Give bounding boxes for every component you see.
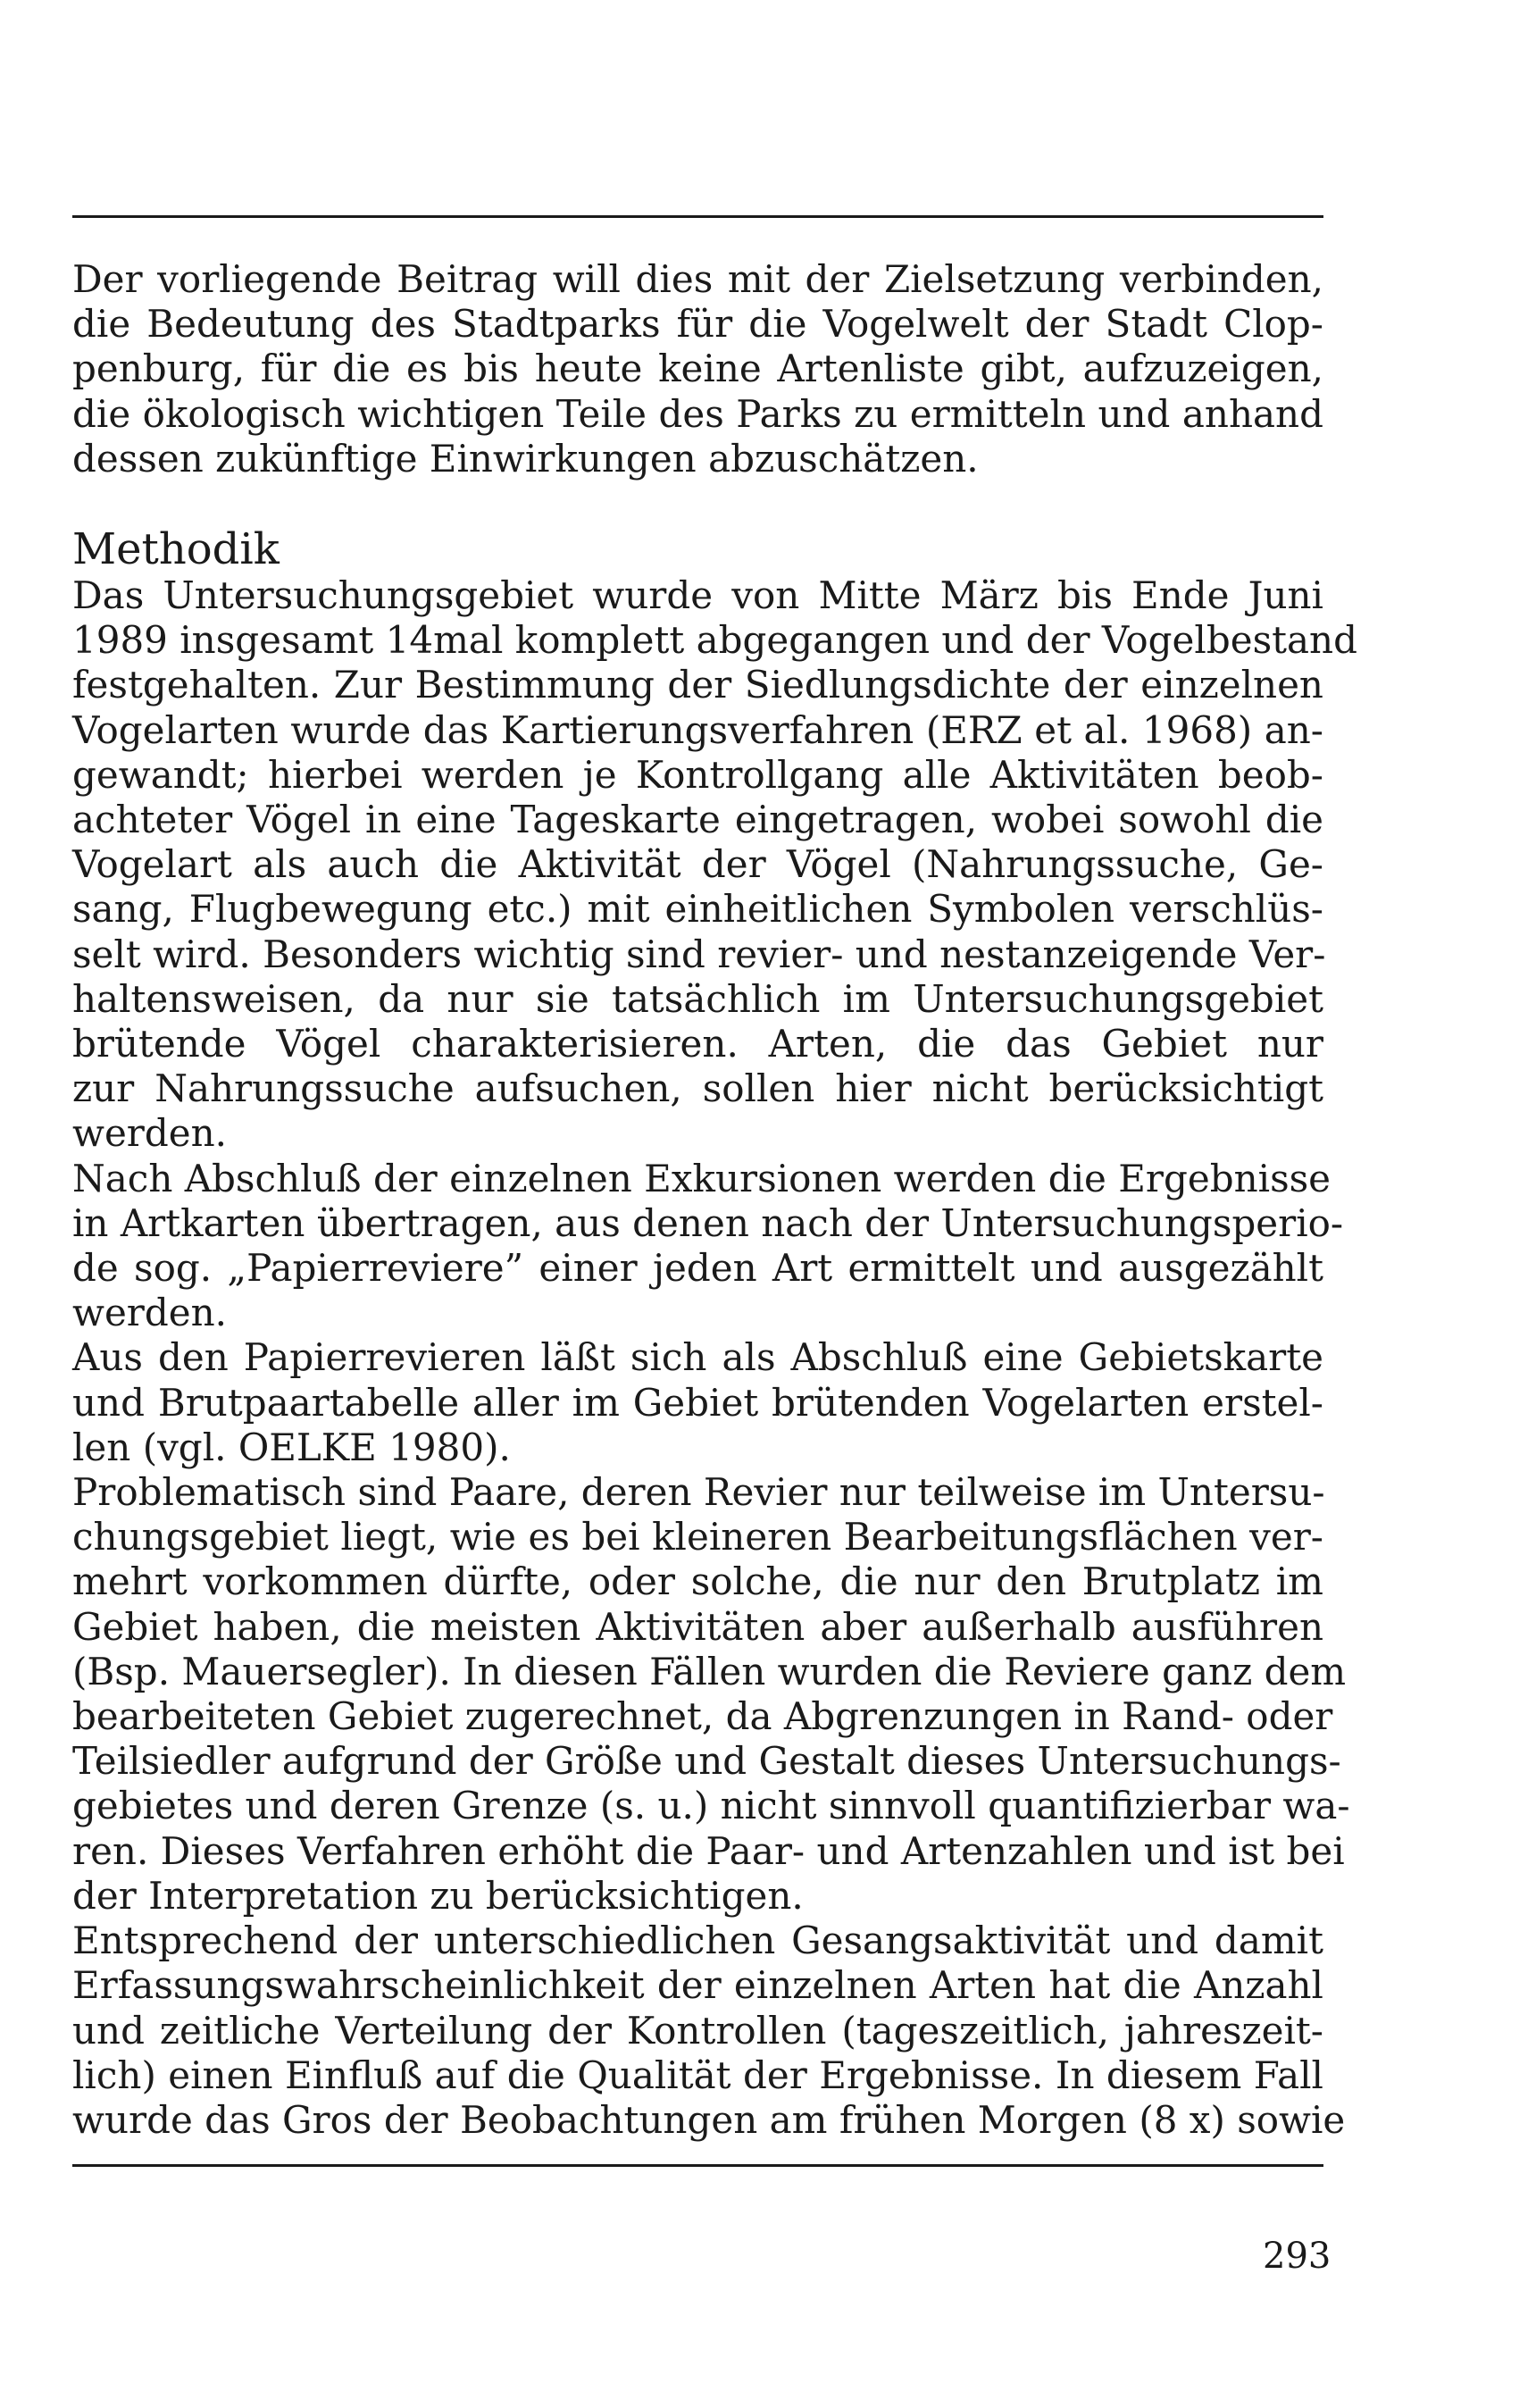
text-line: werden. xyxy=(72,1111,228,1156)
text-line: Problematisch sind Paare, deren Revier nur teilweise im Untersu- xyxy=(72,1470,1325,1515)
text-line: festgehalten. Zur Bestimmung der Siedlungsdichte der einzelnen xyxy=(72,663,1323,707)
text-line: chungsgebiet liegt, wie es bei kleineren Bearbeitungsflächen ver- xyxy=(72,1515,1323,1559)
text-line: mehrt vorkommen dürfte, oder solche, die nur den Brutplatz im xyxy=(72,1559,1323,1604)
text-line: Gebiet haben, die meisten Aktivitäten aber außerhalb ausführen xyxy=(72,1604,1323,1649)
text-line: ren. Dieses Verfahren erhöht die Paar- und Artenzahlen und ist bei xyxy=(72,1828,1345,1873)
text-line: brütende Vögel charakterisieren. Arten, die das Gebiet nur xyxy=(72,1022,1323,1066)
top-rule xyxy=(72,215,1323,218)
bottom-rule xyxy=(72,2164,1323,2167)
text-line: die Bedeutung des Stadtparks für die Vogelwelt der Stadt Clop- xyxy=(72,302,1323,347)
text-line: lich) einen Einfluß auf die Qualität der Ergebnisse. In diesem Fall xyxy=(72,2053,1323,2097)
text-line: sang, Flugbewegung etc.) mit einheitlichen Symbolen verschlüs- xyxy=(72,887,1323,932)
text-line: Vogelart als auch die Aktivität der Vögel (Nahrungssuche, Ge- xyxy=(72,842,1323,887)
text-line: selt wird. Besonders wichtig sind revier- und nestanzeigende Ver- xyxy=(72,932,1326,976)
text-line: und zeitliche Verteilung der Kontrollen (tageszeitlich, jahreszeit- xyxy=(72,2008,1323,2053)
text-line: Vogelarten wurde das Kartierungsverfahren (ERZ et al. 1968) an- xyxy=(72,707,1323,752)
text-line: Nach Abschluß der einzelnen Exkursionen werden die Ergebnisse xyxy=(72,1156,1331,1200)
text-line: dessen zukünftige Einwirkungen abzuschätzen. xyxy=(72,436,979,481)
text-line: bearbeiteten Gebiet zugerechnet, da Abgrenzungen in Rand- oder xyxy=(72,1694,1333,1739)
paragraph xyxy=(72,1335,1323,1470)
text-line: Das Untersuchungsgebiet wurde von Mitte März bis Ende Juni xyxy=(72,573,1323,617)
text-line: in Artkarten übertragen, aus denen nach der Untersuchungsperio- xyxy=(72,1200,1344,1245)
text-line: Teilsiedler aufgrund der Größe und Gestalt dieses Untersuchungs- xyxy=(72,1739,1341,1784)
text-line: de sog. „Papierreviere” einer jeden Art ermittelt und ausgezählt xyxy=(72,1246,1323,1291)
text-line: und Brutpaartabelle aller im Gebiet brütenden Vogelarten erstel- xyxy=(72,1380,1323,1425)
text-line: 1989 insgesamt 14mal komplett abgegangen und der Vogelbestand xyxy=(72,618,1357,663)
text-line: die ökologisch wichtigen Teile des Parks zu ermitteln und anhand xyxy=(72,391,1323,436)
text-line: penburg, für die es bis heute keine Artenliste gibt, aufzuzeigen, xyxy=(72,347,1323,391)
page-number: 293 xyxy=(1263,2236,1331,2277)
section-heading: Methodik xyxy=(72,524,280,574)
text-line: achteter Vögel in eine Tageskarte eingetragen, wobei sowohl die xyxy=(72,798,1323,842)
text-line: werden. xyxy=(72,1291,228,1335)
text-line: len (vgl. OELKE 1980). xyxy=(72,1425,511,1469)
text-line: Erfassungswahrscheinlichkeit der einzelnen Arten hat die Anzahl xyxy=(72,1963,1323,2008)
text-line: (Bsp. Mauersegler). In diesen Fällen wurden die Reviere ganz dem xyxy=(72,1649,1347,1693)
intro-paragraph xyxy=(72,257,1323,481)
text-line: der Interpretation zu berücksichtigen. xyxy=(72,1873,804,1918)
text-line: haltensweisen, da nur sie tatsächlich im Untersuchungsgebiet xyxy=(72,976,1323,1021)
text-line: gewandt; hierbei werden je Kontrollgang alle Aktivitäten beob- xyxy=(72,752,1323,797)
paragraph xyxy=(72,1156,1344,1336)
paragraph xyxy=(72,1919,1346,2143)
text-line: gebietes und deren Grenze (s. u.) nicht sinnvoll quantifizierbar wa- xyxy=(72,1784,1350,1828)
text-line: wurde das Gros der Beobachtungen am frühen Morgen (8 x) sowie xyxy=(72,2097,1346,2142)
section-body xyxy=(72,573,1357,2143)
text-line: Aus den Papierrevieren läßt sich als Abschluß eine Gebietskarte xyxy=(72,1335,1323,1380)
text-line: Der vorliegende Beitrag will dies mit der Zielsetzung verbinden, xyxy=(72,257,1323,301)
text-line: Entsprechend der unterschiedlichen Gesangsaktivität und damit xyxy=(72,1919,1323,1963)
paragraph xyxy=(72,1470,1350,1919)
text-line: zur Nahrungssuche aufsuchen, sollen hier nicht berücksichtigt xyxy=(72,1066,1323,1111)
paragraph xyxy=(72,573,1357,1157)
